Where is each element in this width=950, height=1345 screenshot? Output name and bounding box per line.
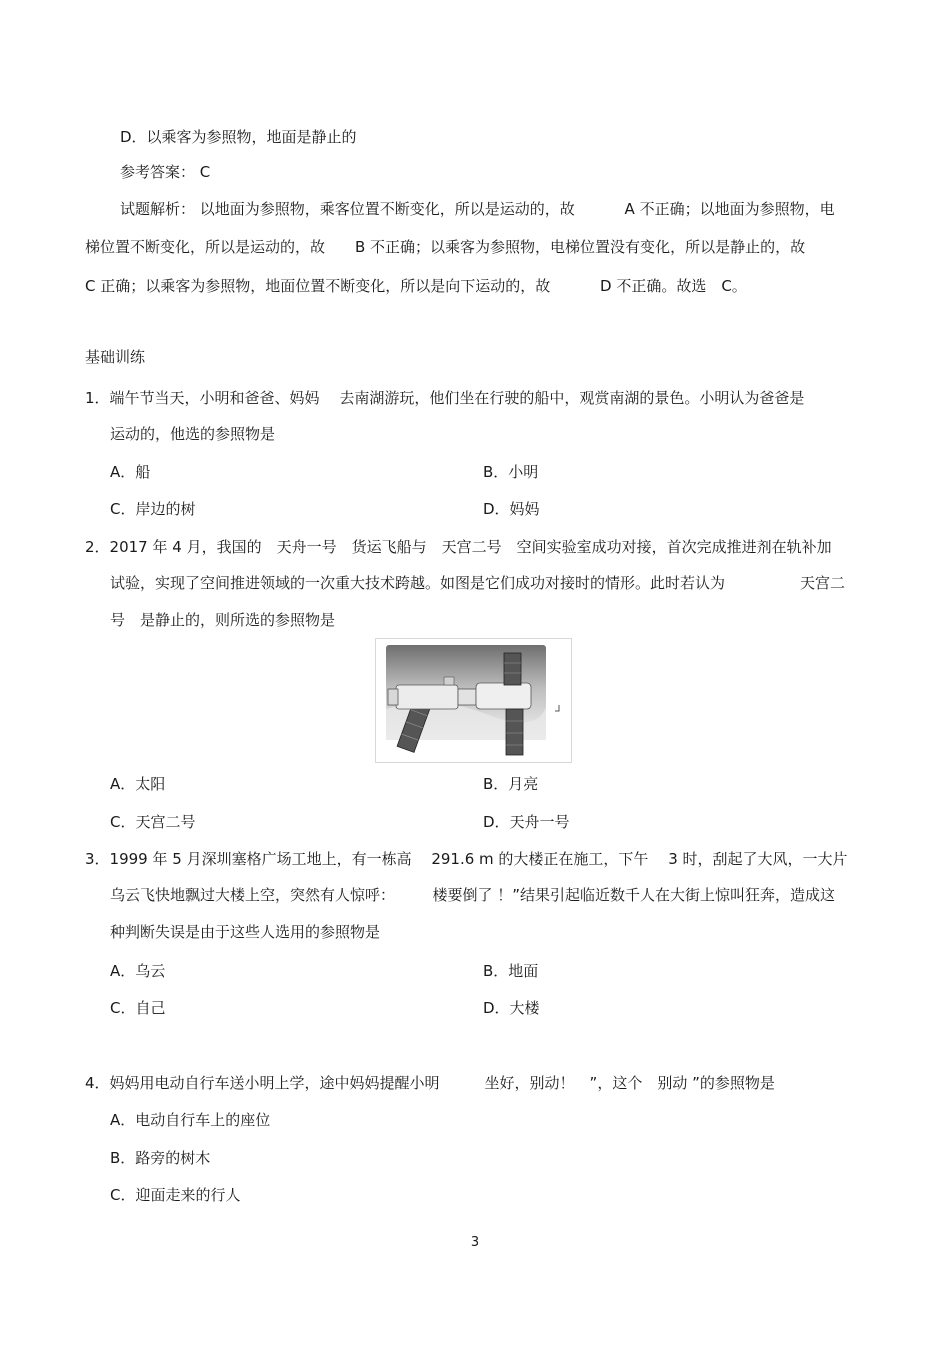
question-3-option-a[interactable]: A．乌云 [110, 962, 166, 980]
question-1-option-c[interactable]: C．岸边的树 [110, 500, 196, 518]
page-number: 3 [470, 1235, 480, 1250]
question-1-option-d[interactable]: D．妈妈 [483, 500, 540, 518]
question-1-option-a[interactable]: A．船 [110, 463, 151, 481]
analysis-line-3: C 正确；以乘客为参照物，地面位置不断变化，所以是向下运动的，故 D 不正确。故选 C。 [85, 277, 747, 295]
prev-option-d: D．以乘客为参照物，地面是静止的 [120, 128, 357, 146]
question-1-line-1: 1．端午节当天，小明和爸爸、妈妈 去南湖游玩，他们坐在行驶的船中，观赏南湖的景色。小明认为爸爸是 [85, 389, 805, 407]
analysis-line-1: 试题解析： 以地面为参照物，乘客位置不断变化，所以是运动的，故 A 不正确；以地面为参照物，电 [120, 200, 835, 218]
question-3-line-1: 3．1999 年 5 月深圳塞格广场工地上，有一栋高 291.6 m 的大楼正在施工，下午 3 时，刮起了大风，一大片 [85, 850, 848, 868]
analysis-line-2: 梯位置不断变化，所以是运动的，故 B 不正确；以乘客为参照物，电梯位置没有变化，所以是静止的，故 [85, 238, 806, 256]
question-2-option-b[interactable]: B．月亮 [483, 775, 539, 793]
question-2-line-1: 2．2017 年 4 月，我国的 天舟一号 货运飞船与 天宫二号 空间实验室成功对接，首次完成推进剂在轨补加 [85, 538, 832, 556]
question-4-option-c[interactable]: C．迎面走来的行人 [110, 1186, 241, 1204]
question-1-line-2: 运动的，他选的参照物是 [110, 425, 276, 443]
question-4-line-1: 4．妈妈用电动自行车送小明上学，途中妈妈提醒小明 坐好，别动！ ”，这个 别动 ”的参照物是 [85, 1074, 775, 1092]
question-4-option-a[interactable]: A．电动自行车上的座位 [110, 1111, 271, 1129]
question-3-option-d[interactable]: D．大楼 [483, 999, 540, 1017]
question-3-line-3: 种判断失误是由于这些人选用的参照物是 [110, 923, 381, 941]
space-station-illustration [376, 639, 571, 762]
question-2-option-d[interactable]: D．天舟一号 [483, 813, 570, 831]
question-3-line-2: 乌云飞快地飘过大楼上空，突然有人惊呼： 楼要倒了 ！”结果引起临近数千人在大街上惊叫狂奔，造成这 [110, 886, 836, 904]
question-4-option-b[interactable]: B．路旁的树木 [110, 1149, 211, 1167]
question-3-option-b[interactable]: B．地面 [483, 962, 539, 980]
question-2-line-2: 试验，实现了空间推进领域的一次重大技术跨越。如图是它们成功对接时的情形。此时若认为 天宫二 [110, 574, 846, 592]
space-station-docking-image [375, 638, 572, 763]
section-title: 基础训练 [85, 348, 146, 366]
question-1-option-b[interactable]: B．小明 [483, 463, 539, 481]
answer-line: 参考答案： C [120, 163, 211, 181]
question-2-option-a[interactable]: A．太阳 [110, 775, 166, 793]
question-2-line-3: 号 是静止的，则所选的参照物是 [110, 611, 336, 629]
question-2-option-c[interactable]: C．天宫二号 [110, 813, 196, 831]
question-3-option-c[interactable]: C．自己 [110, 999, 166, 1017]
